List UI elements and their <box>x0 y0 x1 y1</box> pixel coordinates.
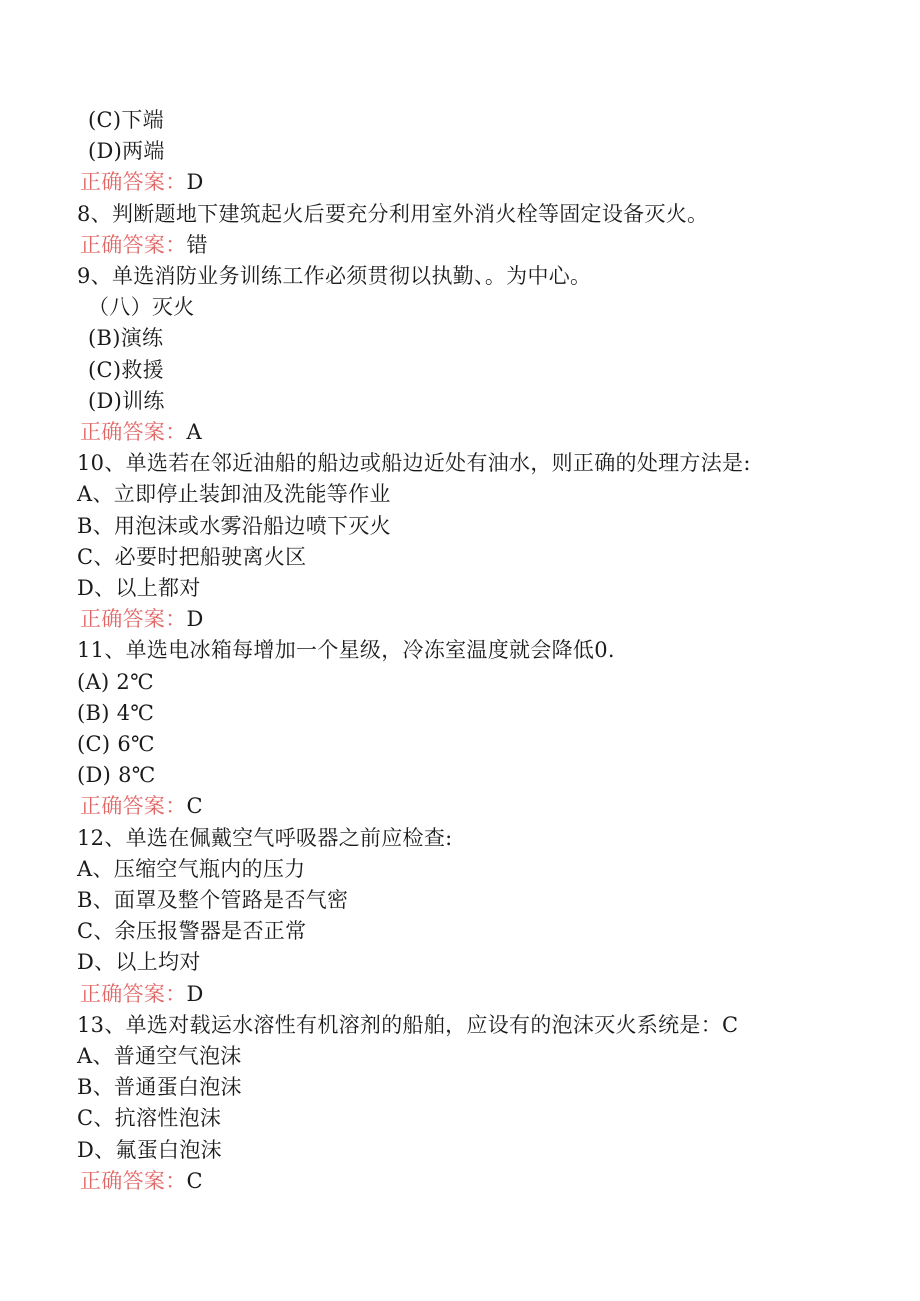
answer-label: 正确答案： <box>80 1168 187 1193</box>
answer-value: A <box>186 420 202 444</box>
option-text: A、立即停止装卸油及洗能等作业 <box>77 482 391 507</box>
answer-label: 正确答案： <box>80 981 187 1006</box>
answer-value: D <box>186 981 204 1006</box>
question-text: 12、单选在佩戴空气呼吸器之前应检查: <box>77 825 453 850</box>
answer-label: 正确答案： <box>80 232 187 257</box>
answer-value: 错 <box>186 232 208 257</box>
answer-line <box>80 605 204 633</box>
answer-label: 正确答案： <box>80 420 187 444</box>
answer-value: C <box>186 794 203 819</box>
option-text: (B) 4℃ <box>77 700 155 725</box>
answer-label: 正确答案： <box>80 170 187 195</box>
option-text: A、压缩空气瓶内的压力 <box>77 856 306 881</box>
option-text: D、氟蛋白泡沫 <box>77 1137 222 1162</box>
option-text: B、普通蛋白泡沫 <box>77 1075 242 1100</box>
answer-line <box>80 168 204 196</box>
option-text: C、余压报警器是否正常 <box>77 919 307 944</box>
answer-line <box>80 980 204 1008</box>
option-text: (D)两端 <box>88 139 165 164</box>
answer-line <box>80 792 203 820</box>
answer-line <box>80 231 208 259</box>
answer-line <box>80 418 202 446</box>
option-text: B、面罩及整个管路是否气密 <box>77 888 349 912</box>
option-text: (D)训练 <box>88 388 165 413</box>
option-text: (A) 2℃ <box>77 669 154 694</box>
option-text: A、普通空气泡沫 <box>77 1044 242 1068</box>
question-text: 10、单选若在邻近油船的船边或船边近处有油水，则正确的处理方法是: <box>77 451 751 476</box>
answer-value: C <box>186 1168 203 1193</box>
question-text: 11、单选电冰箱每增加一个星级，冷冻室温度就会降低0. <box>77 638 615 663</box>
option-text: B、用泡沫或水雾沿船边喷下灭火 <box>77 513 391 538</box>
question-text: 13、单选对载运水溶性有机溶剂的船舶，应设有的泡沫灭火系统是：C <box>77 1012 739 1037</box>
option-text: C、抗溶性泡沫 <box>77 1106 222 1131</box>
option-text: D、以上均对 <box>77 950 201 975</box>
answer-value: D <box>186 607 204 632</box>
question-text: 8、判断题地下建筑起火后要充分利用室外消火栓等固定设备灭火。 <box>77 201 709 226</box>
option-text: (B)演练 <box>88 326 164 351</box>
answer-label: 正确答案： <box>80 794 187 819</box>
answer-value: D <box>186 170 204 195</box>
option-text: (C)救援 <box>88 357 164 382</box>
answer-line <box>80 1167 203 1195</box>
answer-label: 正确答案： <box>80 607 187 632</box>
option-text: （八）灭火 <box>88 295 195 320</box>
option-text: (C) 6℃ <box>77 732 155 756</box>
option-text: C、必要时把船驶离火区 <box>77 544 307 569</box>
option-text: D、以上都对 <box>77 576 201 600</box>
option-text: (C)下端 <box>88 108 164 132</box>
option-text: (D) 8℃ <box>77 763 156 788</box>
question-text: 9、单选消防业务训练工作必须贯彻以执勤、。为中心。 <box>77 264 592 288</box>
